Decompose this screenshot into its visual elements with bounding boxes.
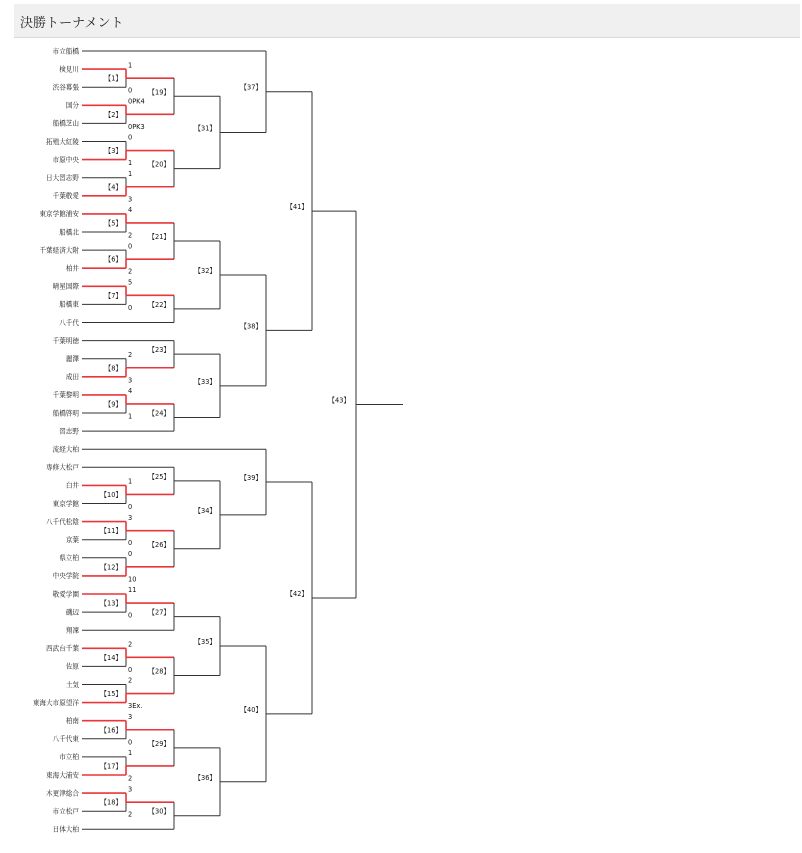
match-label: 【42】: [286, 589, 308, 598]
match-score: 2: [128, 350, 133, 359]
match-label: 【13】: [100, 599, 122, 608]
team-name: 柏南: [65, 717, 79, 725]
match-label: 【26】: [148, 540, 170, 549]
team-name: 船橋北: [59, 228, 79, 237]
team-name: 八千代松陰: [46, 517, 79, 526]
match-label: 【17】: [100, 762, 122, 771]
team-name: 千葉黎明: [52, 391, 79, 400]
match-score: 10: [128, 575, 137, 584]
match-score: 3: [128, 376, 133, 385]
team-name: 千葉明徳: [52, 336, 79, 345]
team-name: 八千代東: [52, 735, 79, 744]
match-label: 【29】: [148, 739, 170, 748]
match-label: 【38】: [240, 322, 262, 331]
team-name: 検見川: [59, 65, 79, 74]
match-score: 2: [128, 231, 133, 240]
team-name: 敬愛学園: [52, 590, 79, 599]
team-name: 船橋芝山: [52, 119, 79, 128]
match-label: 【2】: [104, 110, 122, 119]
match-score: 0: [128, 539, 133, 548]
match-label: 【27】: [148, 608, 170, 617]
match-score: 1: [128, 412, 133, 421]
match-score: 2: [128, 267, 133, 276]
team-name: 磯辺: [65, 608, 79, 617]
match-label: 【12】: [100, 563, 122, 572]
match-label: 【43】: [328, 396, 350, 405]
match-score: 2: [128, 640, 133, 649]
match-score: 1: [128, 159, 133, 168]
match-label: 【10】: [100, 490, 122, 499]
match-label: 【41】: [286, 203, 308, 212]
match-score: 0: [128, 133, 133, 142]
team-name: 佐原: [65, 662, 79, 671]
match-score: 0: [128, 738, 133, 747]
team-name: 翔凜: [65, 626, 79, 635]
match-score: 3: [128, 513, 133, 522]
match-label: 【15】: [100, 690, 122, 699]
team-name: 渋谷幕張: [52, 83, 79, 92]
team-name: 拓殖大紅陵: [46, 137, 79, 146]
team-name: 東海大浦安: [46, 771, 79, 780]
match-label: 【24】: [148, 409, 170, 418]
team-name: 白井: [65, 481, 79, 490]
team-name: 東京学館: [52, 499, 79, 508]
team-name: 木更津総合: [46, 789, 79, 798]
match-score: 0: [128, 503, 133, 511]
team-name: 市立船橋: [52, 47, 79, 56]
match-score: 2: [128, 810, 133, 819]
match-label: 【7】: [104, 291, 122, 300]
team-name: 千葉経済大附: [39, 246, 79, 255]
team-name: 中央学院: [52, 572, 79, 581]
team-name: 西武台千葉: [46, 644, 79, 653]
team-name: 成田: [65, 373, 79, 382]
match-score: 4: [128, 387, 133, 396]
team-name: 船橋東: [59, 300, 79, 309]
team-name: 市立柏: [59, 753, 79, 762]
match-score: 1: [128, 61, 133, 70]
match-score: 5: [128, 278, 133, 287]
match-score: 0: [128, 665, 133, 674]
match-label: 【25】: [148, 472, 170, 481]
match-label: 【21】: [148, 233, 170, 242]
match-score: 0: [128, 550, 133, 558]
match-score: 3: [128, 712, 133, 721]
team-name: 流経大柏: [52, 445, 79, 454]
match-label: 【28】: [148, 667, 170, 676]
match-score: 2: [128, 774, 133, 783]
match-label: 【18】: [100, 798, 122, 807]
team-name: 麗澤: [65, 355, 79, 363]
match-label: 【40】: [240, 705, 262, 714]
match-score: 0: [128, 242, 133, 251]
match-label: 【37】: [240, 83, 262, 92]
match-label: 【3】: [104, 147, 122, 156]
match-label: 【9】: [104, 400, 122, 409]
match-label: 【11】: [100, 527, 122, 536]
match-score: 3: [128, 785, 133, 794]
team-name: 土気: [65, 680, 79, 689]
team-name: 習志野: [59, 427, 79, 436]
match-label: 【33】: [194, 377, 216, 386]
match-label: 【5】: [104, 219, 122, 228]
match-label: 【14】: [100, 653, 122, 662]
match-label: 【22】: [148, 300, 170, 309]
match-score: 11: [128, 586, 137, 595]
match-score: 0PK4: [128, 97, 145, 106]
team-name: 専修大松戸: [46, 463, 79, 472]
match-label: 【6】: [104, 255, 122, 264]
match-score: 0: [128, 86, 133, 95]
match-score: 2: [128, 676, 133, 685]
team-name: 市原中央: [52, 155, 79, 164]
team-name: 晴星国際: [52, 282, 79, 291]
team-name: 千葉敬愛: [52, 192, 79, 201]
team-name: 国分: [65, 101, 79, 110]
match-label: 【34】: [194, 506, 216, 515]
match-label: 【23】: [148, 346, 170, 355]
team-name: 船橋啓明: [52, 409, 79, 418]
match-label: 【36】: [194, 773, 216, 782]
team-name: 市立松戸: [52, 807, 79, 816]
match-label: 【32】: [194, 266, 216, 275]
match-score: 0: [128, 303, 133, 312]
match-score: 1: [128, 477, 133, 486]
match-score: 4: [128, 206, 133, 215]
match-score: 1: [128, 749, 133, 758]
match-label: 【4】: [104, 183, 122, 192]
match-score: 3Ex.: [128, 702, 143, 711]
match-score: 0PK3: [128, 122, 145, 131]
match-label: 【30】: [148, 807, 170, 816]
team-name: 東京学館浦安: [39, 210, 79, 219]
match-score: 3: [128, 195, 133, 204]
team-name: 日体大柏: [52, 825, 79, 834]
match-score: 0: [128, 611, 133, 620]
match-label: 【35】: [194, 638, 216, 647]
team-name: 柏井: [65, 264, 79, 273]
match-label: 【1】: [104, 74, 122, 83]
match-score: 1: [128, 169, 133, 178]
match-label: 【16】: [100, 726, 122, 735]
team-name: 県立柏: [59, 554, 79, 563]
match-label: 【8】: [104, 364, 122, 373]
team-name: 日大習志野: [46, 174, 79, 182]
page-title: 決勝トーナメント: [20, 16, 124, 31]
team-name: 東海大市原望洋: [32, 698, 79, 707]
team-name: 八千代: [59, 318, 79, 327]
match-label: 【31】: [194, 124, 216, 133]
match-label: 【20】: [148, 160, 170, 169]
team-name: 京葉: [65, 536, 79, 544]
match-label: 【39】: [240, 474, 262, 483]
match-label: 【19】: [148, 88, 170, 97]
